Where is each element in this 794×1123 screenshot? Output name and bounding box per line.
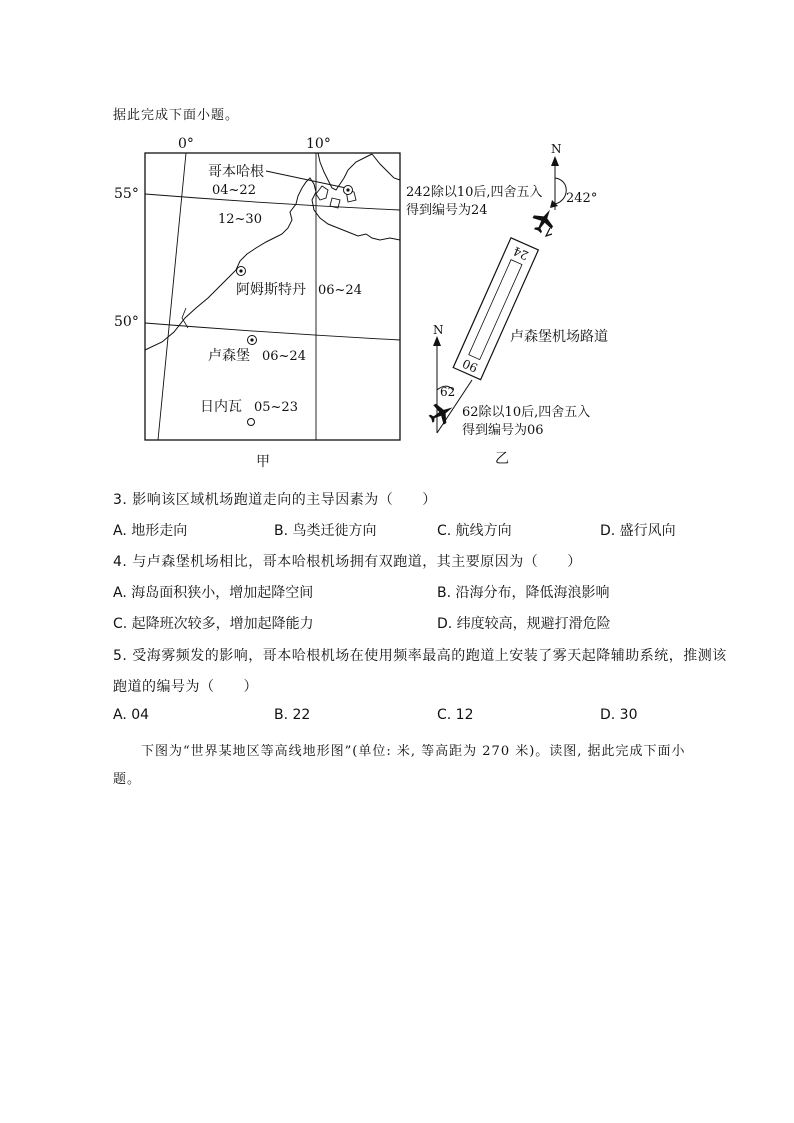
angle-arc-top: [555, 178, 566, 204]
lon-label-0: 0°: [178, 136, 194, 152]
question-4-stem: 4. 与卢森堡机场相比，哥本哈根机场拥有双跑道，其主要原因为（ ）: [113, 554, 582, 570]
coastline-east: [372, 154, 400, 180]
question-3-stem: 3. 影响该区域机场跑道走向的主导因素为（ ）: [113, 492, 437, 508]
question-4-option-a[interactable]: A. 海岛面积狭小，增加起降空间: [113, 585, 314, 601]
amsterdam-name: 阿姆斯特丹: [236, 282, 306, 298]
angle-arc-arrow-top: [550, 200, 558, 208]
coastline-north: [318, 153, 372, 190]
question-3-option-a[interactable]: A. 地形走向: [113, 523, 188, 539]
caption-jia: 甲: [256, 454, 270, 470]
north-label-top: N: [551, 142, 562, 156]
question-5-stem-line2: 跑道的编号为（ ）: [113, 679, 258, 695]
question-5-option-b[interactable]: B. 22: [274, 707, 311, 723]
lat-label-55: 55°: [114, 186, 139, 202]
geneva-marker: [248, 419, 255, 426]
runway-end-24: 24: [511, 243, 531, 263]
angle-top: 242°: [566, 191, 598, 206]
geneva-name: 日内瓦: [200, 399, 242, 415]
north-label-bottom: N: [433, 323, 444, 337]
amsterdam-marker-dot: [239, 269, 242, 272]
bottom-note-line2: 得到编号为06: [462, 423, 544, 438]
runway-label: 卢森堡机场路道: [510, 329, 608, 345]
question-4-option-c[interactable]: C. 起降班次较多，增加起降能力: [113, 616, 314, 632]
top-note-line2: 得到编号为24: [406, 203, 488, 218]
map-jia: [114, 136, 400, 470]
luxembourg-runway: 06~24: [262, 349, 306, 364]
geneva-runway: 05~23: [254, 400, 298, 415]
runway-end-06: 06: [459, 356, 480, 376]
parallel-55: [145, 194, 400, 210]
question-3-option-c[interactable]: C. 航线方向: [437, 523, 512, 539]
copenhagen-runway2: 12~30: [218, 212, 262, 227]
copenhagen-name: 哥本哈根: [208, 164, 264, 180]
runway-luxembourg: [453, 238, 538, 380]
island-1: [316, 186, 328, 200]
angle-bottom: 62: [440, 385, 456, 399]
plane-icon-bottom: [425, 398, 457, 429]
next-section-intro-line2: 题。: [113, 772, 142, 787]
parallel-50: [145, 323, 400, 340]
lon-label-10: 10°: [306, 136, 331, 152]
caption-yi: 乙: [495, 451, 509, 467]
next-section-intro-line1: 下图为“世界某地区等高线地形图”(单位: 米, 等高距为 270 米)。读图, 据此完成下面小: [141, 744, 686, 759]
figure-runway-maps: [100, 128, 660, 473]
copenhagen-marker-dot: [346, 188, 349, 191]
north-arrowhead-bottom: [433, 336, 441, 346]
copenhagen-leader: [266, 171, 346, 188]
question-4-option-b[interactable]: B. 沿海分布，降低海浪影响: [437, 585, 610, 601]
bottom-note-line1: 62除以10后,四舍五入: [462, 405, 591, 420]
amsterdam-runway: 06~24: [318, 283, 362, 298]
luxembourg-marker-dot: [250, 338, 253, 341]
diagram-yi: [406, 142, 608, 467]
copenhagen-runway1: 04~22: [212, 183, 256, 198]
coastline-main: [145, 178, 400, 350]
north-arrowhead-top: [551, 156, 559, 166]
plane-direction-arrow: [546, 228, 552, 236]
intro-text: 据此完成下面小题。: [113, 108, 240, 123]
question-5-stem-line1: 5. 受海雾频发的影响，哥本哈根机场在使用频率最高的跑道上安装了雾天起降辅助系统，推测该: [113, 648, 727, 664]
question-5-option-d[interactable]: D. 30: [600, 707, 638, 723]
luxembourg-name: 卢森堡: [208, 348, 250, 364]
lat-label-50: 50°: [114, 314, 139, 330]
question-5-option-a[interactable]: A. 04: [113, 707, 150, 723]
top-note-line1: 242除以10后,四舍五入: [406, 185, 543, 200]
question-3-option-d[interactable]: D. 盛行风向: [600, 523, 676, 539]
question-4-option-d[interactable]: D. 纬度较高，规避打滑危险: [437, 616, 611, 632]
question-5-option-c[interactable]: C. 12: [437, 707, 474, 723]
question-3-option-b[interactable]: B. 鸟类迁徙方向: [274, 523, 377, 539]
